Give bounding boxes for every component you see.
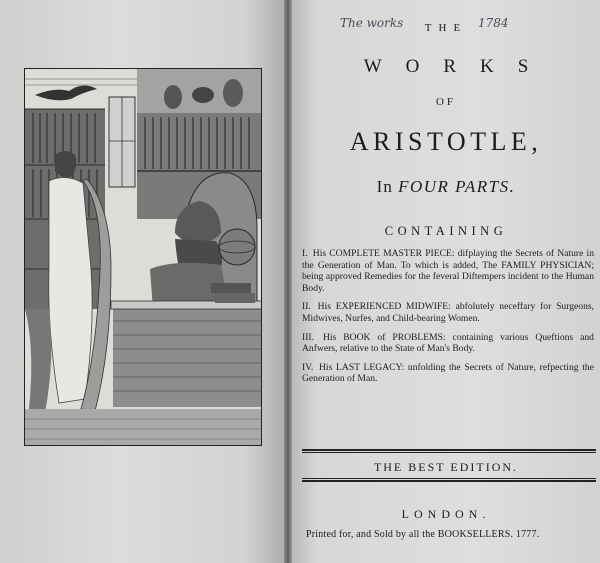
item-number: IV. xyxy=(302,361,314,373)
title-containing: CONTAINING xyxy=(384,224,508,238)
edition-line: THE BEST EDITION. xyxy=(373,460,519,474)
item-number: III. xyxy=(302,331,314,343)
book-gutter xyxy=(284,0,292,563)
handwritten-date: 1784 xyxy=(478,16,509,30)
place-of-publication: LONDON. xyxy=(401,507,491,521)
title-of: OF xyxy=(435,96,457,108)
contents-list xyxy=(302,248,594,392)
rule-bottom xyxy=(302,480,596,482)
engraving-scholar-icon xyxy=(25,69,261,445)
contents-item xyxy=(302,332,594,355)
title-works: WORKS xyxy=(363,56,553,77)
frontispiece-engraving xyxy=(24,68,262,446)
contents-item xyxy=(302,248,594,294)
item-number: II. xyxy=(302,301,311,313)
title-author: ARISTOTLE, xyxy=(349,127,543,156)
item-text: His EXPERIENCED MIDWIFE: abfolutely neceffary for Surgeons, Midwives, Nurfes, and Child-bearing Women. xyxy=(302,301,595,324)
rule-bottom-thin xyxy=(302,478,596,479)
title-the: THE xyxy=(424,22,468,34)
handwritten-note: The works xyxy=(340,16,404,30)
item-text: His BOOK of PROBLEMS: containing various Queftions and Anfwers, relative to the State of Man's Body. xyxy=(302,331,594,355)
title-page xyxy=(292,0,600,563)
title-parts-prefix: In xyxy=(376,177,393,196)
rule-top-thin xyxy=(302,452,596,453)
contents-item xyxy=(302,362,594,385)
left-page xyxy=(0,0,288,563)
item-text: His LAST LEGACY: unfolding the Secrets of Nature, refpecting the Generation of Man. xyxy=(302,361,594,385)
contents-item xyxy=(302,301,594,324)
item-text: His COMPLETE MASTER PIECE: difplaying the Secrets of Nature in the Generation of Man. To which is added, The FAMILY PHYSICIAN; being approved Remedies for the feveral Diftempers incident to the Human Body. xyxy=(302,248,594,294)
rule-top xyxy=(302,449,596,451)
title-parts-emph: FOUR PARTS. xyxy=(398,177,516,196)
imprint-line: Printed for, and Sold by all the BOOKSELLERS. 1777. xyxy=(306,529,540,540)
title-parts xyxy=(292,177,600,197)
item-number: I. xyxy=(302,248,308,259)
